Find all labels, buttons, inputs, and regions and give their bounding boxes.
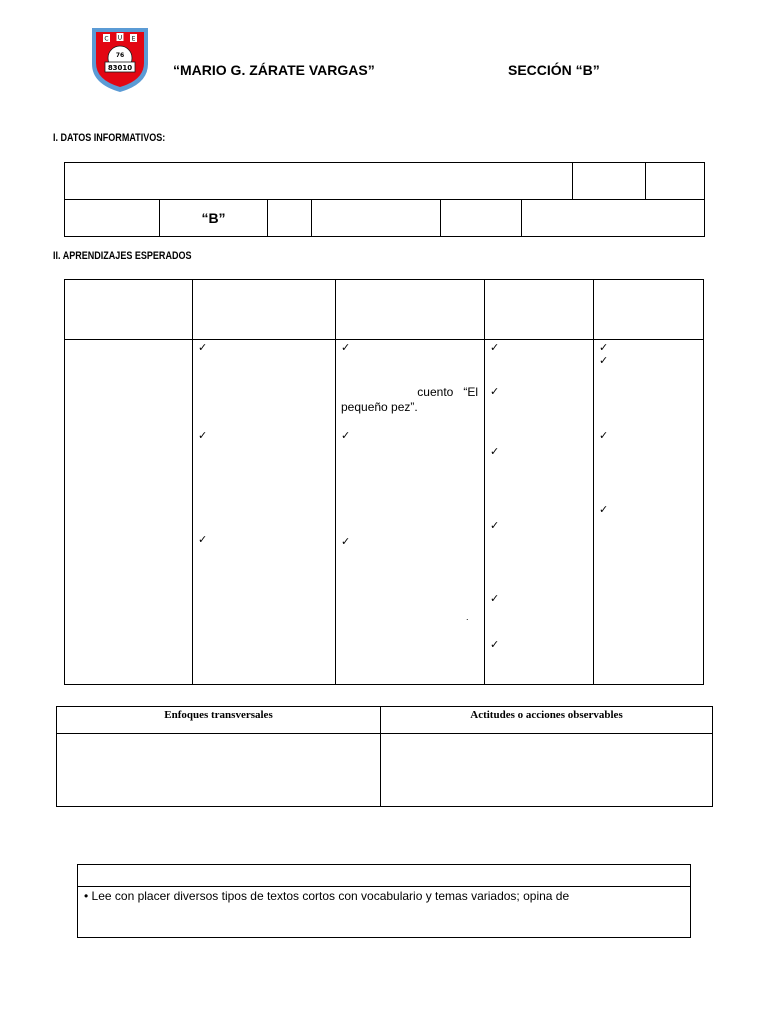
logo-letter-c: C	[104, 35, 109, 43]
info-cell-d	[312, 200, 441, 237]
section-label: SECCIÓN “B”	[508, 62, 600, 78]
approaches-cell-1	[57, 734, 381, 807]
info-cell-section: “B”	[160, 200, 268, 237]
logo-letter-e: E	[131, 35, 136, 43]
check-icon: ✓	[341, 341, 351, 354]
logo-number-top: 76	[115, 52, 125, 59]
check-icon: ✓	[599, 503, 609, 516]
logo-number-bottom: 83010	[107, 64, 133, 72]
learning-header-5	[594, 280, 704, 340]
school-logo	[88, 22, 152, 94]
section-two-title: II. APRENDIZAJES ESPERADOS	[53, 250, 192, 262]
story-text-line-1: cuento “El	[417, 385, 478, 399]
competency-box	[77, 864, 691, 938]
stray-dot: .	[466, 612, 469, 622]
approaches-header-col1: Enfoques transversales	[57, 707, 381, 734]
check-icon: ✓	[341, 535, 351, 548]
learning-cell-5	[594, 340, 704, 685]
approaches-header-col2: Actitudes o acciones observables	[381, 707, 713, 734]
info-cell-e	[441, 200, 522, 237]
story-text-line-2: pequeño pez”.	[341, 400, 418, 414]
check-icon: ✓	[599, 354, 609, 367]
info-cell-c	[268, 200, 312, 237]
learning-header-4	[485, 280, 594, 340]
shield-emblem-icon	[88, 22, 152, 94]
info-cell-grade	[65, 200, 160, 237]
learning-cell-2	[193, 340, 336, 685]
check-icon: ✓	[490, 385, 500, 398]
learning-cell-1	[65, 340, 193, 685]
check-icon: ✓	[490, 519, 500, 532]
check-icon: ✓	[490, 592, 500, 605]
info-cell-b	[646, 163, 705, 200]
learning-header-3	[336, 280, 485, 340]
competency-header	[78, 865, 691, 887]
check-icon: ✓	[490, 341, 500, 354]
learning-table	[64, 279, 704, 685]
approaches-cell-2	[381, 734, 713, 807]
logo-letter-u: U	[117, 34, 123, 42]
section-one-title: I. DATOS INFORMATIVOS:	[53, 132, 166, 144]
learning-header-1	[65, 280, 193, 340]
check-icon: ✓	[341, 429, 351, 442]
check-icon: ✓	[490, 445, 500, 458]
learning-header-2	[193, 280, 336, 340]
info-cell-a	[573, 163, 646, 200]
check-icon: ✓	[599, 341, 609, 354]
competency-text: • Lee con placer diversos tipos de textos cortos con vocabulario y temas variados; opina de	[78, 887, 691, 938]
info-cell-f	[522, 200, 705, 237]
info-cell-name	[65, 163, 573, 200]
check-icon: ✓	[198, 341, 208, 354]
check-icon: ✓	[599, 429, 609, 442]
info-table	[64, 162, 705, 237]
approaches-table	[56, 706, 713, 807]
check-icon: ✓	[198, 533, 208, 546]
check-icon: ✓	[490, 638, 500, 651]
check-icon: ✓	[198, 429, 208, 442]
school-name: “MARIO G. ZÁRATE VARGAS”	[173, 62, 375, 78]
learning-cell-4	[485, 340, 594, 685]
